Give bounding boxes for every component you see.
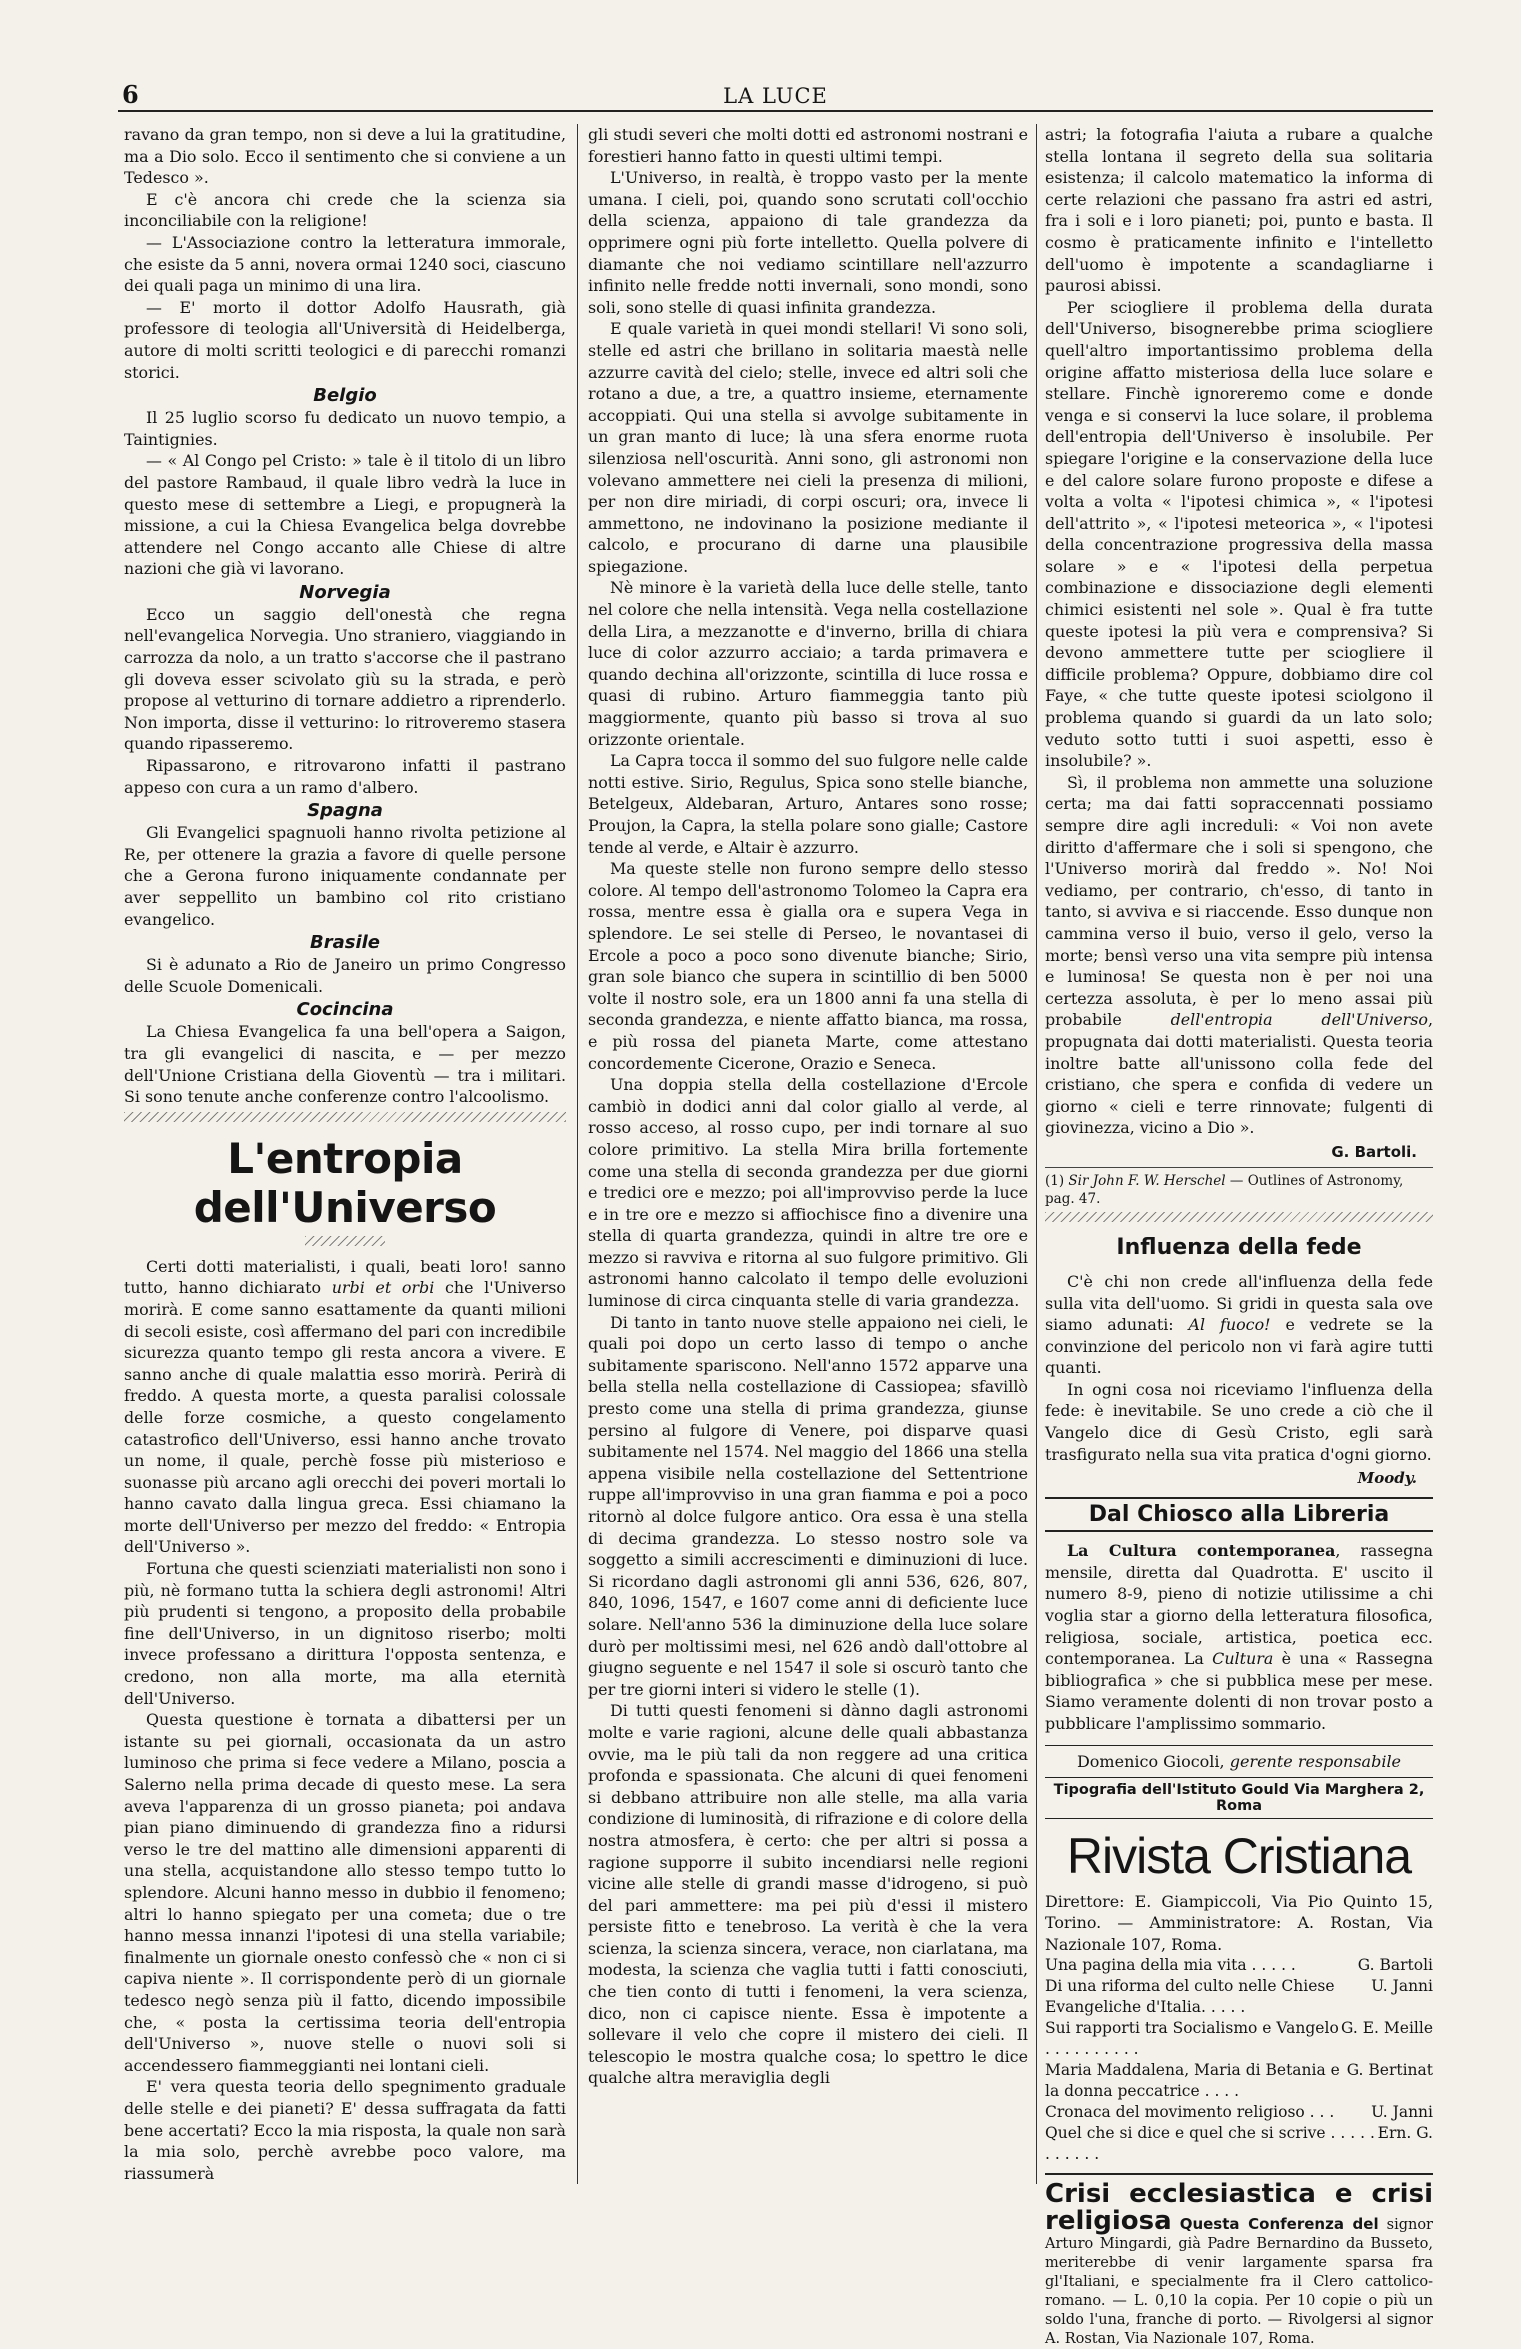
emphasis: Cultura xyxy=(1212,1649,1274,1669)
toc-author: Ern. G. xyxy=(1377,2124,1433,2143)
toc-title: Una pagina della mia vita . . . . . xyxy=(1045,1956,1296,1975)
toc-author: G. Bartoli xyxy=(1357,1956,1433,1975)
text: C'è chi non crede all'influenza della fede sulla vita dell'uomo. Si gridi in questa sala ove siamo adunati: xyxy=(1045,1271,1433,1335)
toc-title: Quel che si dice e quel che si scrive . . . . . . . . . . . xyxy=(1045,2124,1375,2164)
paragraph: E' vera questa teoria dello spegnimento graduale delle stelle e dei pianeti? E' dessa suffragata da fatti bene accertati? Ecco la mia risposta, la quale non sarà la mia solo, perchè avrebbe poco valore, ma riassumerà xyxy=(124,2077,566,2183)
footnote-number: (1) xyxy=(1045,1172,1069,1189)
toc-row xyxy=(1045,2102,1433,2123)
toc-title: Di una riforma del culto nelle Chiese Evangeliche d'Italia. . . . . xyxy=(1045,1977,1335,2017)
paragraph: Il 25 luglio scorso fu dedicato un nuovo tempio, a Taintignies. xyxy=(124,408,566,449)
quote-author: Moody. xyxy=(1357,1469,1417,1488)
footnote-text: — Outlines of Astronomy, pag. 47. xyxy=(1045,1172,1404,1207)
publisher-responsible xyxy=(1045,1745,1433,1771)
text: Certi dotti materialisti, i quali, beati loro! sanno tutto, hanno dichiarato xyxy=(124,1256,566,1298)
article-title-entropia: L'entropia dell'Universo xyxy=(193,1133,497,1232)
toc-row xyxy=(1045,2060,1433,2102)
section-heading-brasile: Brasile xyxy=(309,932,380,954)
column-1 xyxy=(124,124,566,2184)
paragraph: gli studi severi che molti dotti ed astronomi nostrani e forestieri hanno fatto in questi ultimi tempi. xyxy=(588,125,1028,166)
section-title-chiosco: Dal Chiosco alla Libreria xyxy=(1045,1497,1433,1532)
advert-crisi xyxy=(1045,2173,1433,2349)
advert-text: signor Arturo Mingardi, già Padre Bernardino da Busseto, meriterebbe di venir largamente sparsa fra gl'Italiani, e specialmente fra il Clero cattolico-romano. — L. 0,10 la copia. Per 10 copie o più un soldo l'una, franche di porto. — Rivolgersi al signor A. Rostan, Via Nazionale 107, Roma. xyxy=(1045,2217,1433,2348)
paragraph: — « Al Congo pel Cristo: » tale è il titolo di un libro del pastore Rambaud, il quale libro vedrà la luce in questo mese di settembre a Liegi, e propugnerà la missione, a cui la Chiesa Evangelica belga dovrebbe attendere nel Congo accanto alle Chiese di altre nazioni che già vi lavorano. xyxy=(124,451,566,579)
paragraph: E quale varietà in quei mondi stellari! Vi sono soli, stelle ed astri che brillano in solitaria maestà nelle azzurre cavità del cielo; stelle, invece ed altri soli che rotano a due, a tre, a quattro insieme, eternamente accoppiati. Qui una stella si avvolge subitamente in un gran manto di luce; là una sfera enorme ruota silenziosa nell'oscurità. Anni sono, gli astronomi non volevano ammettere nei cieli la presenza di milioni, per non dire miriadi, di corpi oscuri; ora, invece li ammettono, ne indovinano la posizione mediante il calcolo, e procurano di darne una plausibile spiegazione. xyxy=(588,319,1028,576)
section-heading-belgio: Belgio xyxy=(313,385,377,407)
text: che l'Universo morirà. E come sanno esattamente da quanti milioni di secoli esiste, così affermano del pari con incredibile sicurezza quanto tempo gli resta ancora a vivere. E sanno anche di quale malattia esso morirà. Perirà di freddo. A questa morte, a questa paralisi colossale delle forze cosmiche, a questo congelamento catastrofico dell'Universo, essi hanno anche trovato un nome, il quale, perchè fosse più misterioso e suonasse più arcano agli orecchi dei poveri mortali lo hanno cavato dalla lingua greca. Essi chiamano la morte dell'Universo per mezzo del freddo: « Entropia dell'Universo ». xyxy=(124,1278,567,1557)
page-number: 6 xyxy=(122,80,139,109)
paragraph: ravano da gran tempo, non si deve a lui la gratitudine, ma a Dio solo. Ecco il sentimento che si conviene a un Tedesco ». xyxy=(124,125,566,188)
paragraph xyxy=(1045,1271,1433,1379)
advert-subtitle: Questa Conferenza del xyxy=(1179,2215,1379,2234)
masthead xyxy=(118,80,1433,112)
ornamental-divider xyxy=(124,1112,566,1122)
footnote-author: Sir John F. W. Herschel xyxy=(1068,1172,1226,1189)
paragraph xyxy=(1045,1540,1433,1734)
text: , rassegna mensile, diretta dal Quadrotta. E' uscito il numero 8-9, pieno di notizie utilissime a chi voglia star a giorno della letteratura filosofica, religiosa, sociale, artistica, poetica ecc. contemporanea. La xyxy=(1045,1541,1433,1669)
paragraph: Si è adunato a Rio de Janeiro un primo Congresso delle Scuole Domenicali. xyxy=(124,955,566,996)
paragraph: — E' morto il dottor Adolfo Hausrath, già professore di teologia all'Università di Heidelberga, autore di molti scritti teologici e di parecchi romanzi storici. xyxy=(124,297,566,382)
table-of-contents xyxy=(1045,1955,1433,2165)
text: è una « Rassegna bibliografica » che si pubblica mese per mese. Siamo veramente dolenti di non trovar posto a pubblicare l'amplissimo sommario. xyxy=(1045,1649,1433,1733)
rivista-info: Direttore: E. Giampiccoli, Via Pio Quinto 15, Torino. — Amministratore: A. Rostan, Via Nazionale 107, Roma. xyxy=(1045,1891,1433,1954)
toc-title: Maria Maddalena, Maria di Betania e la donna peccatrice . . . . xyxy=(1045,2061,1340,2101)
paragraph: Di tanto in tanto nuove stelle appaiono nei cieli, le quali poi dopo un certo lasso di tempo o anche subitamente spariscono. Nell'anno 1572 apparve una bella stella nella costellazione di Cassiopea; sfavillò presto come una stella di prima grandezza, giunse persino al fulgore di Venere, poi disparve quasi subitamente nel 1574. Nel maggio del 1866 una stella appena visibile nella costellazione del Settentrione ruppe all'improvviso in una gran fiamma e poi a poco ritornò al dolce fulgore antico. Ora essa è una stella di decima grandezza. Lo stesso nostro sole va soggetto a simili accrescimenti e diminuzioni di luce. Si ricordano dagli astronomi gli anni 536, 626, 807, 840, 1096, 1547, e 1607 come anni di deficiente luce solare. Nell'anno 536 la diminuzione della luce solare durò per moltissimi mesi, nel 626 andò dall'ottobre al giugno seguente e nel 1547 il sole si oscurò tanto che per tre giorni interi si videro le stelle (1). xyxy=(588,1312,1028,1699)
paragraph: Fortuna che questi scienziati materialisti non sono i più, nè formano tutta la schiera degli astronomi! Altri più prudenti si tengono, a proposito della probabile fine dell'Universo, in un dignitoso riserbo; molti invece professano a dirittura l'opposta sentenza, e credono, non alla morte, ma alla eternità dell'Universo. xyxy=(124,1559,566,1708)
section-heading-norvegia: Norvegia xyxy=(299,581,391,603)
paragraph: Di tutti questi fenomeni si dànno dagli astronomi molte e varie ragioni, alcune delle quali abbastanza ovvie, ma le più tali da non reggere ad una critica profonda e spassionata. Che alcuni di quei fenomeni si debbano attribuire non alle stelle, ma alla varia condizione di luminosità, di rifrazione e di colore della nostra atmosfera, è certo: che per altri si possa a ragione supporre il subito incendiarsi nelle regioni vicine alle stelle di grandi masse d'idrogeno, si può del pari ammettere: ma pei più d'essi il mistero persiste fitto e tenebroso. La verità è che la vera scienza, la scienza sincera, verace, non ciarlatana, ma modesta, la scienza che vaglia tutti i fatti conosciuti, che tien conto di tutti i fenomeni, la vera scienza, dico, non ci capisce niente. Essa è impotente a sollevare il velo che copre il mistero dei cieli. Il telescopio le mostra qualche cosa; lo spettro le dice qualche altra meraviglia degli xyxy=(588,1701,1028,2088)
text: , propugnata dai dotti materialisti. Questa teoria inoltre batte all'unissono colla fede del cristiano, che spera e confida di vedere un giorno « cieli e terre rinnovate; fulgenti di giovinezza, vicino a Dio ». xyxy=(1045,1010,1433,1138)
advert-title: Crisi ecclesiastica e crisi religiosa xyxy=(1045,2179,1433,2237)
paragraph: E c'è ancora chi crede che la scienza sia inconciliabile con la religione! xyxy=(124,189,566,231)
printer-line: Tipografia dell'Istituto Gould Via Marghera 2, Roma xyxy=(1045,1777,1433,1819)
section-heading-cocincina: Cocincina xyxy=(296,999,394,1021)
toc-title: Cronaca del movimento religioso . . . xyxy=(1045,2103,1335,2122)
paragraph: — L'Associazione contro la letteratura immorale, che esiste da 5 anni, novera ormai 1240 soci, ciascuno dei quali paga un minimo di una lira. xyxy=(124,232,566,296)
column-3 xyxy=(1045,124,1433,2348)
column-rule-1 xyxy=(577,124,578,2184)
toc-author: U. Janni xyxy=(1371,1977,1433,1996)
paragraph xyxy=(124,1256,566,1558)
column-2 xyxy=(588,124,1028,2184)
text: e vedrete se la convinzione del pericolo non vi farà agire tutti quanti. xyxy=(1045,1315,1433,1378)
publisher-role: gerente responsabile xyxy=(1229,1751,1402,1771)
text: Sì, il problema non ammette una soluzione certa; ma dai fatti sopraccennati possiamo sempre dire agli increduli: « Voi non avete diritto d'affermare che i soli si spengono, che l'Universo morirà dal freddo ». No! Noi vediamo, per contrario, ch'esso, di tanto in tanto, si avviva e si riaccende. Esso dunque non cammina verso il buio, verso il gelo, verso la morte; bensì verso una vita sempre più intensa e luminosa! Se questa non è per noi una certezza assoluta, è per lo meno assai più probabile xyxy=(1045,772,1433,1030)
paragraph: astri; la fotografia l'aiuta a rubare a qualche stella lontana il segreto della sua solitaria esistenza; il calcolo matematico la informa di certe relazioni che passano fra astri ed astri, fra i soli e i loro pianeti; poi, punto e basta. Il cosmo è praticamente infinito e l'intelletto dell'uomo è impotente a scandagliarne i paurosi abissi. xyxy=(1045,125,1433,296)
paragraph: La Capra tocca il sommo del suo fulgore nelle calde notti estive. Sirio, Regulus, Spica sono stelle bianche, Betelgeux, Aldebaran, Arturo, Antares sono rosse; Proujon, la Capra, la stella polare sono gialle; Castore tende al verde, e Altair è azzurro. xyxy=(588,751,1028,857)
toc-row xyxy=(1045,2123,1433,2165)
rivista-cristiana-title: Rivista Cristiana xyxy=(1066,1827,1412,1884)
emphasis: Al fuoco! xyxy=(1188,1315,1271,1335)
toc-row xyxy=(1045,1976,1433,2018)
toc-author: G. E. Meille xyxy=(1341,2019,1433,2038)
article-title-fede: Influenza della fede xyxy=(1116,1234,1362,1260)
paragraph: In ogni cosa noi riceviamo l'influenza della fede: è inevitabile. Se uno crede a ciò che il Vangelo dice di Gesù Cristo, egli sarà trasfigurato nella sua vita pratica d'ogni giorno. xyxy=(1045,1379,1433,1464)
paragraph: Ma queste stelle non furono sempre dello stesso colore. Al tempo dell'astronomo Tolomeo la Capra era rossa, mentre essa è gialla ora e supera Vega in splendore. Le sei stelle di Perseo, le novantasei di Ercole a poco a poco sono divenute bianche; Sirio, gran sole bianco che supera in scintillio di ben 5000 volte il nostro sole, era un 1800 anni fa una stella di seconda grandezza, e niente affatto bianca, ma rossa, e più rossa del pianeta Marte, come attestano concordemente Cicerone, Orazio e Seneca. xyxy=(588,859,1028,1073)
footnote xyxy=(1045,1167,1433,1208)
paragraph: Questa questione è tornata a dibattersi per un istante su pei giornali, occasionata da un astro luminoso che prima si fece vedere a Milano, poscia a Salerno nella prima decade di questo mese. La sera aveva l'apparenza di un grosso pianeta; poi andava pian piano diminuendo di grandezza fino a ridursi verso le tre del mattino alle dimensioni apparenti di una stella, acquistandone allo stesso tempo tutto lo splendore. Alcuni hanno messo in dubbio il fenomeno; altri lo hanno spiegato per una cometa; due o tre hanno messa innanzi l'ipotesi di una stella variabile; finalmente un giornale onesto confessò che « non ci si capiva niente ». Il corrispondente però di un giornale tedesco negò senza più il fatto, dicendo impossibile che, « posta la certissima teoria dell'entropia dell'Universo », nuove stelle o nuovi soli si accendessero fiammeggianti nei lontani cieli. xyxy=(124,1710,566,2075)
publisher-name: Domenico Giocoli, xyxy=(1076,1751,1230,1771)
toc-author: U. Janni xyxy=(1371,2103,1433,2122)
toc-row xyxy=(1045,2018,1433,2060)
paragraph: Nè minore è la varietà della luce delle stelle, tanto nel colore che nella intensità. Vega nella costellazione della Lira, a mezzanotte e d'inverno, brilla di chiara luce di color azzurro acciaio; a tarda primavera e quando dechina all'orizzonte, scintilla di luce rossa e quasi di rubino. Arturo fiammeggia tanto più maggiormente, quanto più basso si trova al suo orizzonte orientale. xyxy=(588,578,1028,749)
paragraph: Ripassarono, e ritrovarono infatti il pastrano appeso con cura a un ramo d'albero. xyxy=(124,756,566,797)
section-heading-spagna: Spagna xyxy=(307,800,383,822)
paragraph xyxy=(1045,772,1433,1139)
paragraph: L'Universo, in realtà, è troppo vasto per la mente umana. I cieli, poi, quando sono scrutati coll'occhio della scienza, appaiono di tale grandezza da opprimere ogni più forte intelletto. Quella polvere di diamante che noi vediamo scintillare nell'azzurro infinito nelle fredde notti invernali, sono mondi, sono soli, sono stelle di quasi infinita grandezza. xyxy=(588,168,1028,317)
paragraph: Ecco un saggio dell'onestà che regna nell'evangelica Norvegia. Uno straniero, viaggiando in carrozza da nolo, a un tratto s'accorse che il pastrano gli doveva esser scivolato giù su la strada, e però propose al vetturino di tornare addietro a riprenderlo. Non importa, disse il vetturino: lo ritroveremo stasera quando ripasseremo. xyxy=(124,604,566,754)
ornamental-divider xyxy=(305,1236,385,1246)
column-rule-2 xyxy=(1036,124,1037,2184)
emphasis: dell'entropia dell'Universo xyxy=(1170,1010,1428,1030)
magazine-name: La Cultura contemporanea xyxy=(1067,1541,1336,1561)
emphasis: urbi et orbi xyxy=(331,1278,435,1298)
ornamental-divider xyxy=(1045,1212,1433,1222)
paragraph: Per sciogliere il problema della durata dell'Universo, bisognerebbe prima sciogliere quell'altro importantissimo problema della origine affatto misteriosa della luce solare e stellare. Finchè ignoreremo come e donde venga e si conservi la luce solare, il problema dell'entropia dell'Universo è insolubile. Per spiegare l'origine e la conservazione della luce e del calore solare furono proposte e difese a volta a volta « l'ipotesi chimica », « l'ipotesi dell'attrito », « l'ipotesi meteorica », « l'ipotesi della concentrazione progressiva della massa solare » e « l'ipotesi della perpetua combinazione e dissociazione degli elementi chimici esistenti nel sole ». Qual è fra tutte queste ipotesi la più vera e comprensiva? Si devono ammettere tutte per sciogliere il difficile problema? Oppure, dobbiamo dire col Faye, « che tutte queste ipotesi sciolgono il problema quando si guardi da un lato solo; veduto sotto tutti i suoi aspetti, esso è insolubile? ». xyxy=(1045,297,1433,771)
paragraph: Una doppia stella della costellazione d'Ercole cambiò in dodici anni dal color giallo al verde, al rosso acceso, al rosso cupo, per indi tornare al suo colore primitivo. La stella Mira brilla fortemente come una stella di seconda grandezza per due giorni e tredici ore e mezzo; poi all'improvviso perde la luce e in tre ore e mezzo si affiochisce fino a divenire una stella di quarta grandezza, quindi in altre tre ore e mezzo si ravviva e ritorna al suo fulgore primitivo. Gli astronomi hanno calcolato il tempo delle evoluzioni luminose di circa cinquanta stelle di varia grandezza. xyxy=(588,1075,1028,1311)
paragraph: La Chiesa Evangelica fa una bell'opera a Saigon, tra gli evangelici di nascita, e — per mezzo dell'Unione Cristiana della Gioventù — tra i militari. Si sono tenute anche conferenze contro l'alcoolismo. xyxy=(124,1022,566,1107)
toc-row xyxy=(1045,1955,1433,1976)
author-signature: G. Bartoli. xyxy=(1331,1142,1417,1161)
paragraph: Gli Evangelici spagnuoli hanno rivolta petizione al Re, per ottenere la grazia a favore di quelle persone che a Gerona furono iniquamente condannate per aver seppellito un bambino col rito cristiano evangelico. xyxy=(124,823,566,929)
newspaper-title: LA LUCE xyxy=(723,84,828,108)
toc-title: Sui rapporti tra Socialismo e Vangelo . . . . . . . . . . xyxy=(1045,2019,1339,2059)
toc-author: G. Bertinat xyxy=(1346,2061,1433,2080)
